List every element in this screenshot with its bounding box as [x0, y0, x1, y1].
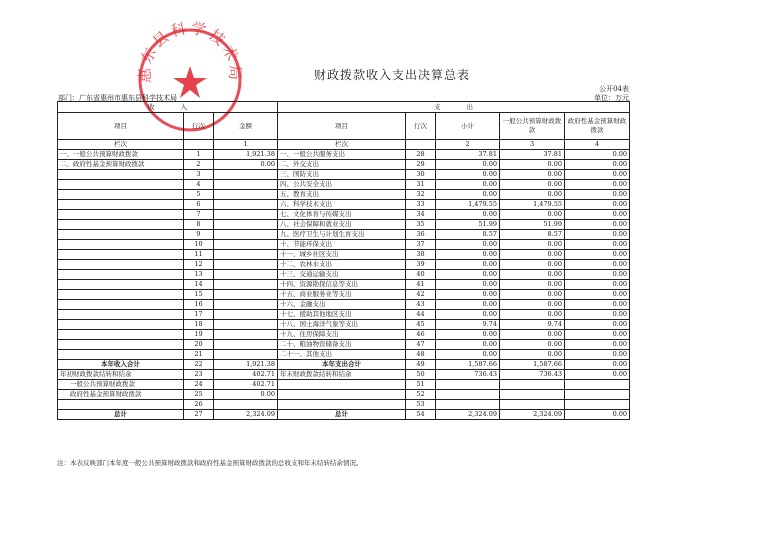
income-group-header: 收 入	[58, 102, 278, 113]
fund-budget: 0.00	[565, 290, 630, 300]
income-item	[58, 290, 184, 300]
income-item	[58, 190, 184, 200]
expense-line: 47	[406, 340, 436, 350]
subtotal: 0.00	[436, 270, 500, 280]
subtotal: 37.81	[436, 150, 500, 160]
expense-item: 一、一般公共服务支出	[278, 150, 406, 160]
income-amount: 2,324.09	[214, 410, 278, 420]
general-budget: 0.00	[500, 340, 565, 350]
income-amount	[214, 200, 278, 210]
col-header-amount: 金额	[214, 113, 278, 140]
income-line: 14	[184, 280, 214, 290]
fund-budget: 0.00	[565, 310, 630, 320]
table-row	[58, 330, 630, 340]
fund-budget	[565, 400, 630, 410]
income-item	[58, 330, 184, 340]
general-budget: 0.00	[500, 180, 565, 190]
expense-line: 36	[406, 230, 436, 240]
lanci-1: 1	[214, 140, 278, 150]
income-amount: 0.00	[214, 390, 278, 400]
income-line: 3	[184, 170, 214, 180]
lanci-exp-label: 栏次	[278, 140, 406, 150]
fund-budget	[565, 380, 630, 390]
income-amount	[214, 350, 278, 360]
subtotal: 0.00	[436, 180, 500, 190]
income-amount	[214, 260, 278, 270]
general-budget: 0.00	[500, 280, 565, 290]
income-line: 23	[184, 370, 214, 380]
table-row	[58, 380, 630, 390]
expense-item: 十一、城乡社区支出	[278, 250, 406, 260]
fund-budget: 0.00	[565, 270, 630, 280]
table-row	[58, 290, 630, 300]
income-line: 7	[184, 210, 214, 220]
budget-table	[57, 101, 630, 420]
general-budget: 0.00	[500, 260, 565, 270]
income-line: 15	[184, 290, 214, 300]
expense-line: 39	[406, 260, 436, 270]
expense-line: 31	[406, 180, 436, 190]
table-row	[58, 200, 630, 210]
subtotal: 0.00	[436, 280, 500, 290]
income-amount: 0.00	[214, 160, 278, 170]
general-budget: 1,587.66	[500, 360, 565, 370]
expense-line: 48	[406, 350, 436, 360]
lanci-label: 栏次	[58, 140, 184, 150]
general-budget: 1,479.55	[500, 200, 565, 210]
fund-budget: 0.00	[565, 330, 630, 340]
income-line: 22	[184, 360, 214, 370]
subtotal: 0.00	[436, 340, 500, 350]
income-line: 9	[184, 230, 214, 240]
table-row	[58, 360, 630, 370]
table-row	[58, 400, 630, 410]
expense-line: 51	[406, 380, 436, 390]
expense-item: 十二、农林水支出	[278, 260, 406, 270]
expense-line: 38	[406, 250, 436, 260]
table-row	[58, 370, 630, 380]
lanci-3: 3	[500, 140, 565, 150]
fund-budget: 0.00	[565, 340, 630, 350]
income-line: 19	[184, 330, 214, 340]
table-row	[58, 320, 630, 330]
income-amount	[214, 300, 278, 310]
page-title: 财政拨款收入支出决算总表	[313, 68, 470, 82]
income-item	[58, 310, 184, 320]
subtotal: 51.99	[436, 220, 500, 230]
income-amount	[214, 280, 278, 290]
income-line: 24	[184, 380, 214, 390]
income-amount	[214, 400, 278, 410]
expense-line: 41	[406, 280, 436, 290]
income-item	[58, 270, 184, 280]
fund-budget: 0.00	[565, 370, 630, 380]
income-amount: 402.71	[214, 370, 278, 380]
income-line: 8	[184, 220, 214, 230]
fund-budget: 0.00	[565, 190, 630, 200]
expense-item: 二、外交支出	[278, 160, 406, 170]
expense-item: 六、科学技术支出	[278, 200, 406, 210]
income-amount	[214, 220, 278, 230]
expense-item: 十四、资源勘探信息等支出	[278, 280, 406, 290]
general-budget: 0.00	[500, 350, 565, 360]
expense-item: 五、教育支出	[278, 190, 406, 200]
col-header-subtotal: 小计	[436, 113, 500, 140]
general-budget: 0.00	[500, 300, 565, 310]
income-item: 本年收入合计	[58, 360, 184, 370]
subtotal	[436, 390, 500, 400]
expense-line: 53	[406, 400, 436, 410]
table-row	[58, 280, 630, 290]
expense-item: 二十一、其他支出	[278, 350, 406, 360]
fund-budget: 0.00	[565, 210, 630, 220]
general-budget: 736.43	[500, 370, 565, 380]
col-header-fund: 政府性基金预算财政拨款	[565, 113, 630, 140]
subtotal: 0.00	[436, 160, 500, 170]
income-item: 二、政府性基金预算财政拨款	[58, 160, 184, 170]
general-budget: 37.81	[500, 150, 565, 160]
fund-budget: 0.00	[565, 220, 630, 230]
expense-item: 七、文化体育与传媒支出	[278, 210, 406, 220]
income-amount: 402.71	[214, 380, 278, 390]
expense-line: 50	[406, 370, 436, 380]
table-row	[58, 230, 630, 240]
subtotal: 1,479.55	[436, 200, 500, 210]
table-row	[58, 390, 630, 400]
subtotal: 0.00	[436, 330, 500, 340]
income-amount	[214, 190, 278, 200]
lanci-4: 4	[565, 140, 630, 150]
subtotal: 1,587.66	[436, 360, 500, 370]
expense-line: 32	[406, 190, 436, 200]
general-budget: 0.00	[500, 330, 565, 340]
expense-item: 三、国防支出	[278, 170, 406, 180]
table-row	[58, 410, 630, 420]
department-label: 部门：广东省惠州市惠东县科学技术局	[58, 94, 177, 102]
expense-line: 37	[406, 240, 436, 250]
fund-budget: 0.00	[565, 250, 630, 260]
expense-item: 十五、商业服务业等支出	[278, 290, 406, 300]
col-header-item: 项目	[58, 113, 184, 140]
expense-line: 52	[406, 390, 436, 400]
expense-line: 49	[406, 360, 436, 370]
expense-line: 33	[406, 200, 436, 210]
lanci-empty	[406, 140, 436, 150]
income-line: 2	[184, 160, 214, 170]
income-line: 27	[184, 410, 214, 420]
general-budget: 0.00	[500, 290, 565, 300]
fund-budget: 0.00	[565, 320, 630, 330]
expense-item: 十七、援助其他地区支出	[278, 310, 406, 320]
fund-budget: 0.00	[565, 170, 630, 180]
general-budget: 9.74	[500, 320, 565, 330]
income-line: 25	[184, 390, 214, 400]
table-row	[58, 210, 630, 220]
income-item: 一般公共预算财政拨款	[58, 380, 184, 390]
expense-item: 四、公共安全支出	[278, 180, 406, 190]
expense-item	[278, 380, 406, 390]
table-row	[58, 190, 630, 200]
fund-budget: 0.00	[565, 160, 630, 170]
expense-item	[278, 390, 406, 400]
expense-line: 30	[406, 170, 436, 180]
income-line: 20	[184, 340, 214, 350]
subtotal: 0.00	[436, 250, 500, 260]
general-budget: 8.57	[500, 230, 565, 240]
table-row	[58, 260, 630, 270]
income-amount	[214, 270, 278, 280]
subtotal: 0.00	[436, 240, 500, 250]
income-line: 6	[184, 200, 214, 210]
income-item	[58, 230, 184, 240]
income-line: 17	[184, 310, 214, 320]
general-budget: 0.00	[500, 250, 565, 260]
subtotal	[436, 380, 500, 390]
col-header-exp-line: 行次	[406, 113, 436, 140]
income-line: 26	[184, 400, 214, 410]
income-line: 11	[184, 250, 214, 260]
income-line: 16	[184, 300, 214, 310]
income-item	[58, 180, 184, 190]
expense-item	[278, 400, 406, 410]
income-amount	[214, 230, 278, 240]
general-budget: 0.00	[500, 210, 565, 220]
general-budget	[500, 380, 565, 390]
income-amount	[214, 290, 278, 300]
income-item	[58, 200, 184, 210]
expense-line: 45	[406, 320, 436, 330]
table-row	[58, 180, 630, 190]
fund-budget: 0.00	[565, 240, 630, 250]
fund-budget	[565, 390, 630, 400]
table-row	[58, 220, 630, 230]
general-budget: 0.00	[500, 160, 565, 170]
income-line: 5	[184, 190, 214, 200]
fund-budget: 0.00	[565, 180, 630, 190]
subtotal: 0.00	[436, 350, 500, 360]
income-amount	[214, 210, 278, 220]
table-row	[58, 270, 630, 280]
footnote: 注：本表反映部门本年度一般公共预算财政拨款和政府性基金预算财政拨款的总收支和年末结转结余情况。	[57, 459, 363, 467]
income-amount	[214, 320, 278, 330]
income-line: 18	[184, 320, 214, 330]
table-row	[58, 250, 630, 260]
income-line: 21	[184, 350, 214, 360]
expense-item: 十九、住房保障支出	[278, 330, 406, 340]
subtotal: 0.00	[436, 290, 500, 300]
income-amount	[214, 170, 278, 180]
general-budget: 51.99	[500, 220, 565, 230]
col-header-general: 一般公共预算财政拨款	[500, 113, 565, 140]
income-line: 10	[184, 240, 214, 250]
general-budget: 0.00	[500, 270, 565, 280]
income-line: 1	[184, 150, 214, 160]
fund-budget: 0.00	[565, 150, 630, 160]
table-row	[58, 350, 630, 360]
general-budget: 0.00	[500, 310, 565, 320]
fund-budget: 0.00	[565, 410, 630, 420]
expense-item: 九、医疗卫生与计划生育支出	[278, 230, 406, 240]
fund-budget: 0.00	[565, 350, 630, 360]
income-item	[58, 320, 184, 330]
general-budget: 0.00	[500, 170, 565, 180]
subtotal	[436, 400, 500, 410]
table-row	[58, 240, 630, 250]
subtotal: 0.00	[436, 170, 500, 180]
col-header-line: 行次	[184, 113, 214, 140]
income-item	[58, 300, 184, 310]
expense-line: 34	[406, 210, 436, 220]
lanci-empty	[184, 140, 214, 150]
expense-item: 十八、国土海洋气象等支出	[278, 320, 406, 330]
fund-budget: 0.00	[565, 280, 630, 290]
expense-line: 54	[406, 410, 436, 420]
income-amount	[214, 240, 278, 250]
fund-budget: 0.00	[565, 230, 630, 240]
table-row	[58, 160, 630, 170]
general-budget: 0.00	[500, 240, 565, 250]
income-line: 4	[184, 180, 214, 190]
form-number: 公开04表	[599, 85, 629, 93]
income-line: 12	[184, 260, 214, 270]
table-row	[58, 340, 630, 350]
income-item	[58, 250, 184, 260]
expense-line: 43	[406, 300, 436, 310]
subtotal: 8.57	[436, 230, 500, 240]
subtotal: 9.74	[436, 320, 500, 330]
subtotal: 0.00	[436, 190, 500, 200]
income-item	[58, 210, 184, 220]
income-item	[58, 170, 184, 180]
lanci-2: 2	[436, 140, 500, 150]
subtotal: 0.00	[436, 260, 500, 270]
general-budget	[500, 390, 565, 400]
expense-group-header: 支 出	[278, 102, 630, 113]
income-amount	[214, 180, 278, 190]
table-row	[58, 170, 630, 180]
fund-budget: 0.00	[565, 360, 630, 370]
income-item	[58, 240, 184, 250]
expense-item: 十六、金融支出	[278, 300, 406, 310]
income-item	[58, 280, 184, 290]
general-budget	[500, 400, 565, 410]
expense-item: 十三、交通运输支出	[278, 270, 406, 280]
subtotal: 0.00	[436, 210, 500, 220]
subtotal: 2,324.09	[436, 410, 500, 420]
subtotal: 736.43	[436, 370, 500, 380]
table-row	[58, 300, 630, 310]
expense-line: 46	[406, 330, 436, 340]
expense-line: 44	[406, 310, 436, 320]
income-item	[58, 400, 184, 410]
unit-label: 单位：万元	[594, 94, 629, 102]
fund-budget: 0.00	[565, 200, 630, 210]
expense-item: 八、社会保障和就业支出	[278, 220, 406, 230]
income-amount	[214, 250, 278, 260]
table-row	[58, 150, 630, 160]
expense-line: 28	[406, 150, 436, 160]
general-budget: 2,324.09	[500, 410, 565, 420]
expense-item: 总计	[278, 410, 406, 420]
expense-line: 29	[406, 160, 436, 170]
income-amount: 1,921.38	[214, 360, 278, 370]
expense-item: 本年支出合计	[278, 360, 406, 370]
expense-item: 十、节能环保支出	[278, 240, 406, 250]
seal-text: 惠东县科学技术局	[135, 18, 245, 84]
col-header-exp-item: 项目	[278, 113, 406, 140]
income-item	[58, 350, 184, 360]
expense-line: 35	[406, 220, 436, 230]
expense-item: 二十、粮油物资储备支出	[278, 340, 406, 350]
income-line: 13	[184, 270, 214, 280]
income-item	[58, 260, 184, 270]
expense-item: 年末财政拨款结转和结余	[278, 370, 406, 380]
general-budget: 0.00	[500, 190, 565, 200]
income-item	[58, 340, 184, 350]
expense-line: 42	[406, 290, 436, 300]
fund-budget: 0.00	[565, 260, 630, 270]
income-item: 一、一般公共预算财政拨款	[58, 150, 184, 160]
table-row	[58, 310, 630, 320]
income-amount	[214, 340, 278, 350]
subtotal: 0.00	[436, 300, 500, 310]
income-amount	[214, 330, 278, 340]
subtotal: 0.00	[436, 310, 500, 320]
expense-line: 40	[406, 270, 436, 280]
income-item: 政府性基金预算财政拨款	[58, 390, 184, 400]
income-item: 总计	[58, 410, 184, 420]
income-amount: 1,921.38	[214, 150, 278, 160]
income-item	[58, 220, 184, 230]
income-item: 年初财政拨款结转和结余	[58, 370, 184, 380]
income-amount	[214, 310, 278, 320]
fund-budget: 0.00	[565, 300, 630, 310]
